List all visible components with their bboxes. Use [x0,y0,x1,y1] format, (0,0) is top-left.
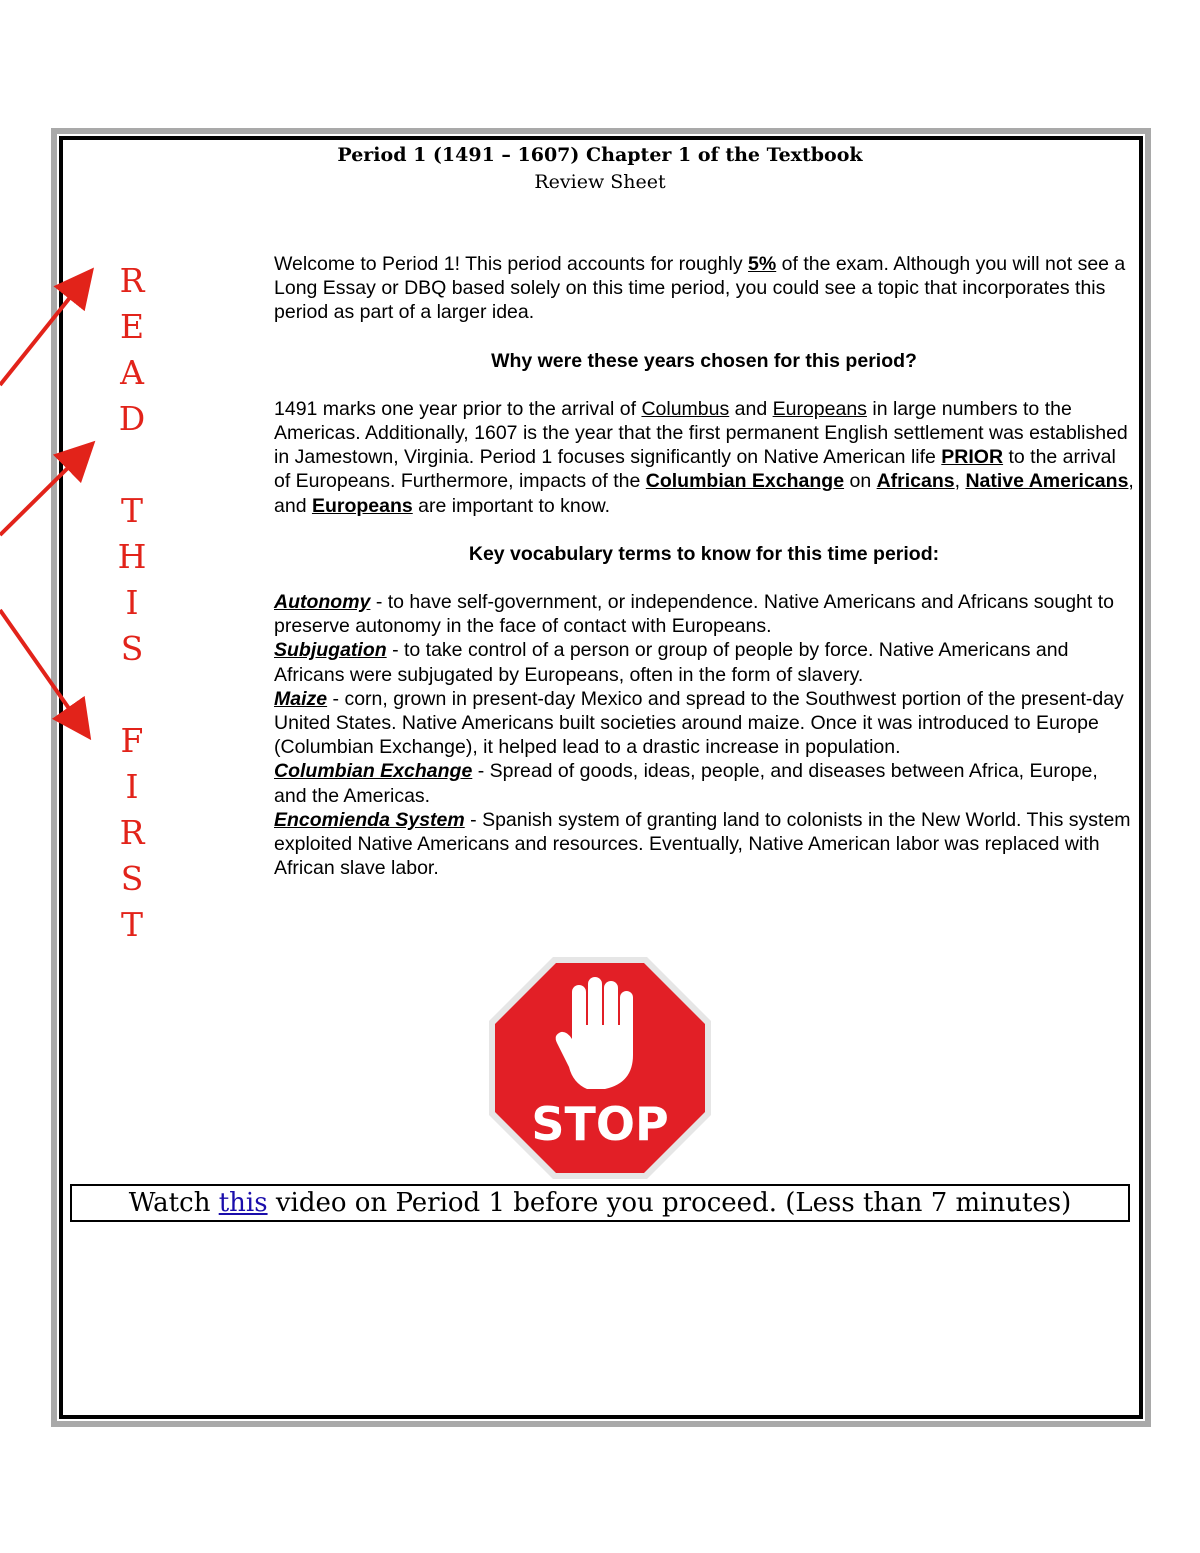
vocab-item [274,687,1134,760]
side-gap [112,442,152,488]
why-text: , and [274,470,1134,517]
vocab-definition: - Spanish system of granting land to colonists in the New World. This system exploited Native Americans and resources. Eventually, Native American labor was replaced with African slave labor. [274,808,1131,880]
vocab-term: Subjugation [274,639,387,662]
side-gap [112,672,152,718]
stop-label: STOP [531,1097,669,1151]
vocab-term: Maize [274,687,328,710]
side-letter: S [120,859,144,898]
vocab-definition: - corn, grown in present-day Mexico and spread to the Southwest portion of the present-day United States. Native Americans built societies around maize. Once it was introduced to Europe (Columbian Exchange), it helped lead to a drastic increase in population. [274,687,1124,759]
stop-hand-icon [487,955,713,1181]
columbus-term: Columbus [641,397,730,420]
subtitle-line: Review Sheet [534,171,666,193]
side-letter: I [125,767,139,806]
side-letter: H [117,537,147,576]
video-callout [70,1184,1130,1222]
columbian-exchange-term: Columbian Exchange [645,470,845,493]
read-this-first-note [112,258,152,948]
side-letter: S [120,629,144,668]
why-paragraph [274,397,1134,518]
document-title [300,142,900,196]
vocab-item [274,590,1134,638]
side-letter: D [118,399,146,438]
arrow-3 [0,610,82,727]
prior-term: PRIOR [941,446,1004,469]
side-letter: R [119,261,145,300]
vocab-definition: - Spread of goods, ideas, people, and diseases between Africa, Europe, and the Americas. [274,760,1098,807]
vocab-item [274,759,1134,807]
side-letter: F [120,721,144,760]
video-text-before: Watch [128,1188,219,1218]
vocab-term: Autonomy [274,591,371,614]
side-letter: T [120,905,143,944]
why-text: are important to know. [412,494,611,517]
vocab-definition: - to take control of a person or group of people by force. Native Americans and Africans were subjugated by Europeans, often in the form of slavery. [274,639,1069,686]
vocab-definition: - to have self-government, or independence. Native Americans and Africans sought to preserve autonomy in the face of contact with Europeans. [274,591,1114,638]
intro-paragraph [274,252,1134,325]
why-text: to the arrival of Europeans. Furthermore, impacts of the [274,446,1116,493]
stop-sign [487,955,713,1181]
main-content [274,252,1134,880]
side-letter: A [120,353,144,392]
arrow-2 [0,452,84,535]
side-letter: R [119,813,145,852]
side-letter: I [125,583,139,622]
why-text: in large numbers to the Americas. Additionally, 1607 is the year that the first permanent English settlement was established in Jamestown, Virginia. Period 1 focuses significantly on Native American life [274,397,1128,469]
europeans-term: Europeans [772,397,867,420]
intro-text: Welcome to Period 1! This period accounts for roughly [274,253,749,275]
native-americans-term: Native Americans [965,470,1129,493]
video-link[interactable]: this [218,1188,268,1218]
why-text: and [729,397,773,420]
vocab-item [274,638,1134,686]
why-text: 1491 marks one year prior to the arrival of [274,397,642,420]
side-letter: T [120,491,143,530]
red-arrows [0,0,200,800]
why-text: on [844,470,877,493]
vocab-term: Encomienda System [274,808,465,831]
europeans-term: Europeans [311,494,413,517]
why-heading: Why were these years chosen for this period? [491,349,917,372]
africans-term: Africans [876,470,955,493]
side-letter: E [119,307,145,346]
vocab-term: Columbian Exchange [274,760,473,783]
arrow-1 [0,280,84,385]
title-line: Period 1 (1491 – 1607) Chapter 1 of the Textbook [337,144,863,166]
vocab-heading: Key vocabulary terms to know for this time period: [468,542,940,565]
intro-text: of the exam. Although you will not see a Long Essay or DBQ based solely on this time period, you could see a topic that incorporates this period as part of a larger idea. [274,253,1126,324]
vocab-item [274,808,1134,881]
why-text: , [954,470,966,493]
exam-percent: 5% [748,253,777,275]
video-text-after: video on Period 1 before you proceed. (Less than 7 minutes) [267,1188,1072,1218]
